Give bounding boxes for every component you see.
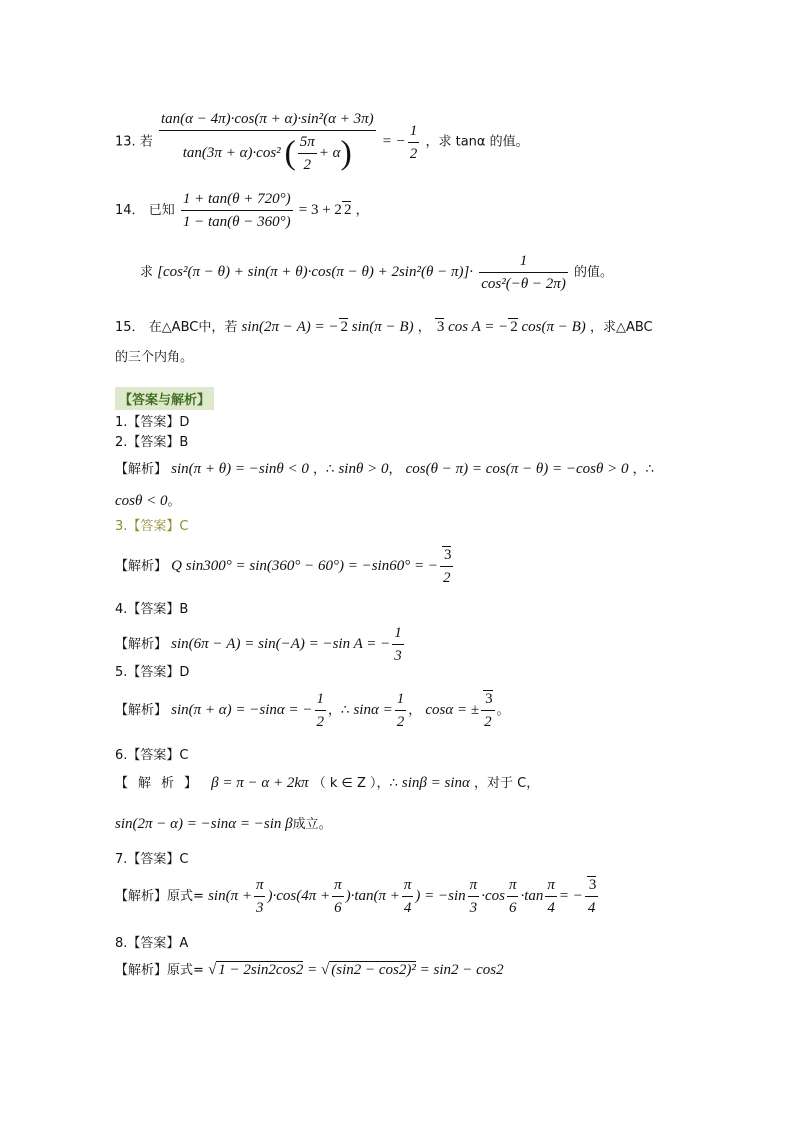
answer-5-explanation: 【解析】 sin(π + α) = −sinα = − $\frac{1}{2}$ ，∴ sinα = $\frac{1}{2}$ ， cosα = ± $\frac{3}{2}$ 。 (115, 688, 510, 733)
answer-3: 3.【答案】C (115, 519, 189, 534)
question-15-line2: 的三个内角。 (115, 350, 194, 365)
answer-6-explanation: 【解析】 β = π − α + 2kπ （ k ∈ Z ），∴ sinβ = sinα ，对于 C， (115, 775, 540, 791)
answer-8-explanation: 【解析】原式= √ 1 − 2sin2cos2 = √ (sin2 − cos2)² = sin2 − cos2 (115, 962, 504, 978)
answers-heading: 【答案与解析】 (115, 387, 214, 410)
question-number: 13. (115, 134, 136, 150)
answer-2: 2.【答案】B (115, 435, 189, 450)
question-13: 13. 若 tan(α − 4π)·cos(π + α)·sin²(α + 3π) tan(3π + α)·cos² ( $\frac{5\pi}{2}$ + α) = − $\frac{1}{2}$ ，求 tanα 的值。 (115, 108, 529, 176)
answer-7-explanation: 【解析】原式= sin(π + $\frac{\pi}{3}$ )·cos(4π + $\frac{\pi}{6}$ )·tan(π + $\frac{\pi}{4}$ ) = −sin $\frac{\pi}{3}$ ·cos $\frac{\pi}{6}$ ·tan $\frac{\pi}{4}$ = − $\frac{3}{4}$ (115, 874, 600, 919)
answer-2-explanation-line2: cosθ < 0。 (115, 493, 181, 509)
answer-6: 6.【答案】C (115, 748, 189, 763)
answer-5: 5.【答案】D (115, 665, 190, 680)
answer-4-explanation: 【解析】 sin(6π − A) = sin(−A) = −sin A = − $\frac{1}{3}$ (115, 622, 406, 667)
answer-4: 4.【答案】B (115, 602, 189, 617)
q14-fraction: $\frac{1 + \tan(\theta + 720^\circ)}{1 - \tan(\theta - 360^\circ)}$ (181, 188, 293, 233)
question-number: 14． (115, 203, 145, 218)
answer-1: 1.【答案】D (115, 415, 190, 430)
answer-2-explanation: 【解析】 sin(π + θ) = −sinθ < 0 ，∴ sinθ > 0， cos(θ − π) = cos(π − θ) = −cosθ > 0 ，∴ (115, 461, 654, 477)
question-14: 14． 已知 $\frac{1 + \tan(\theta + 720^\circ)}{1 - \tan(\theta - 360^\circ)}$ = 3 + 2 2 ， (115, 188, 369, 233)
answer-6-explanation-line2: sin(2π − α) = −sinα = −sin β成立。 (115, 816, 332, 832)
answer-8: 8.【答案】A (115, 936, 189, 951)
answer-3-explanation: 【解析】 Q sin300° = sin(360° − 60°) = −sin60° = − $\frac{3}{2}$ (115, 544, 455, 589)
question-15: 15． 在△ABC中，若 sin(2π − A) = − 2 sin(π − B) ， 3 cos A = − 2 cos(π − B) ，求△ABC (115, 319, 653, 335)
question-14-ask: 求 [cos²(π − θ) + sin(π + θ)·cos(π − θ) + 2sin²(θ − π)]· $\frac{1}{\text{cos²(−θ − 2π)}}$ 的值。 (140, 250, 613, 295)
question-number: 15． (115, 320, 145, 335)
answer-7: 7.【答案】C (115, 852, 189, 867)
q13-fraction: tan(α − 4π)·cos(π + α)·sin²(α + 3π) tan(3π + α)·cos² ( $\frac{5\pi}{2}$ + α) (159, 108, 376, 176)
